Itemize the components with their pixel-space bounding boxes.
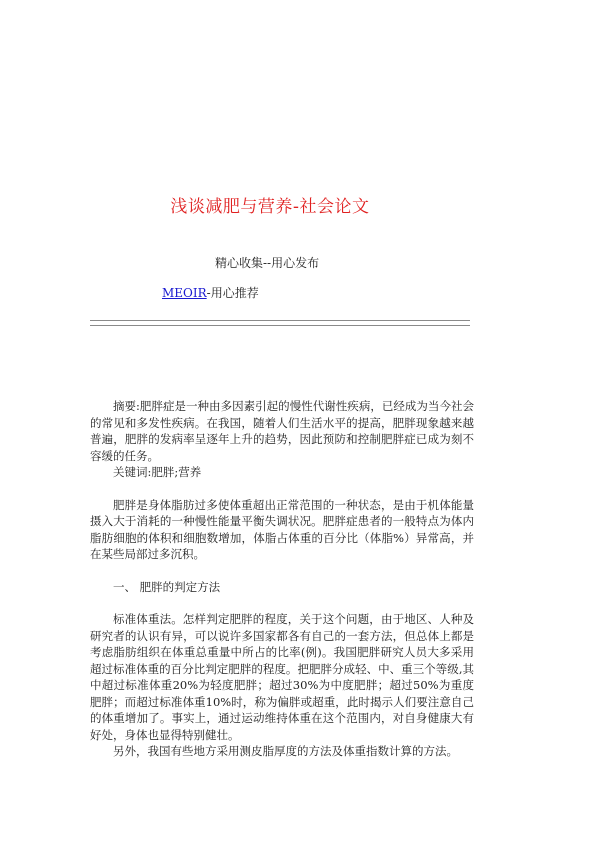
section-heading: 一、 肥胖的判定方法 — [113, 579, 221, 594]
article-body — [90, 398, 474, 760]
section-paragraph-2: 另外，我国有些地方采用测皮脂厚度的方法及体重指数计算的方法。 — [113, 744, 458, 758]
intro-paragraph: 肥胖是身体脂肪过多使体重超出正常范围的一种状态，是由于机体能量摄入大于消耗的一种慢性能量平衡失调状况。肥胖症患者的一般特点为体内脂肪细胞的体积和细胞数增加，体脂占体重的百分比（体脂%）异常高，并在某些局部过多沉积。 — [90, 497, 474, 561]
document-title: 浅谈减肥与营养-社会论文 — [170, 197, 370, 217]
abstract-paragraph: 摘要:肥胖症是一种由多因素引起的慢性代谢性疾病，已经成为当今社会的常见和多发性疾病。在我国，随着人们生活水平的提高，肥胖现象越来越普遍，肥胖的发病率呈逐年上升的趋势，因此预防和控制肥胖症已成为刻不容缓的任务。 — [90, 399, 474, 463]
document-subtitle: 精心收集--用心发布 — [215, 256, 320, 270]
section-paragraph: 标准体重法。怎样判定肥胖的程度，关于这个问题，由于地区、人种及研究者的认识有异，可以说许多国家都各有自己的一套方法，但总体上都是考虑脂肪组织在体重总重量中所占的比率(例)。我国肥胖研究人员大多采用超过标准体重的百分比判定肥胖的程度。把肥胖分成轻、中、重三个等级,其中超过标准体重20%为轻度肥胖；超过30%为中度肥胖；超过50%为重度肥胖；而超过标准体重10%时，称为偏胖或超重，此时揭示人们要注意自己的体重增加了。事实上，通过运动维持体重在这个范围内，对自身健康大有好处，身体也显得特别健壮。 — [90, 612, 474, 742]
meoir-link[interactable]: MEOIR — [162, 286, 207, 300]
keywords-line: 关键词:肥胖;营养 — [113, 465, 202, 479]
recommend-line — [162, 284, 259, 301]
divider-bottom — [90, 325, 470, 326]
divider-top — [90, 320, 470, 321]
recommend-suffix: -用心推荐 — [206, 286, 259, 300]
